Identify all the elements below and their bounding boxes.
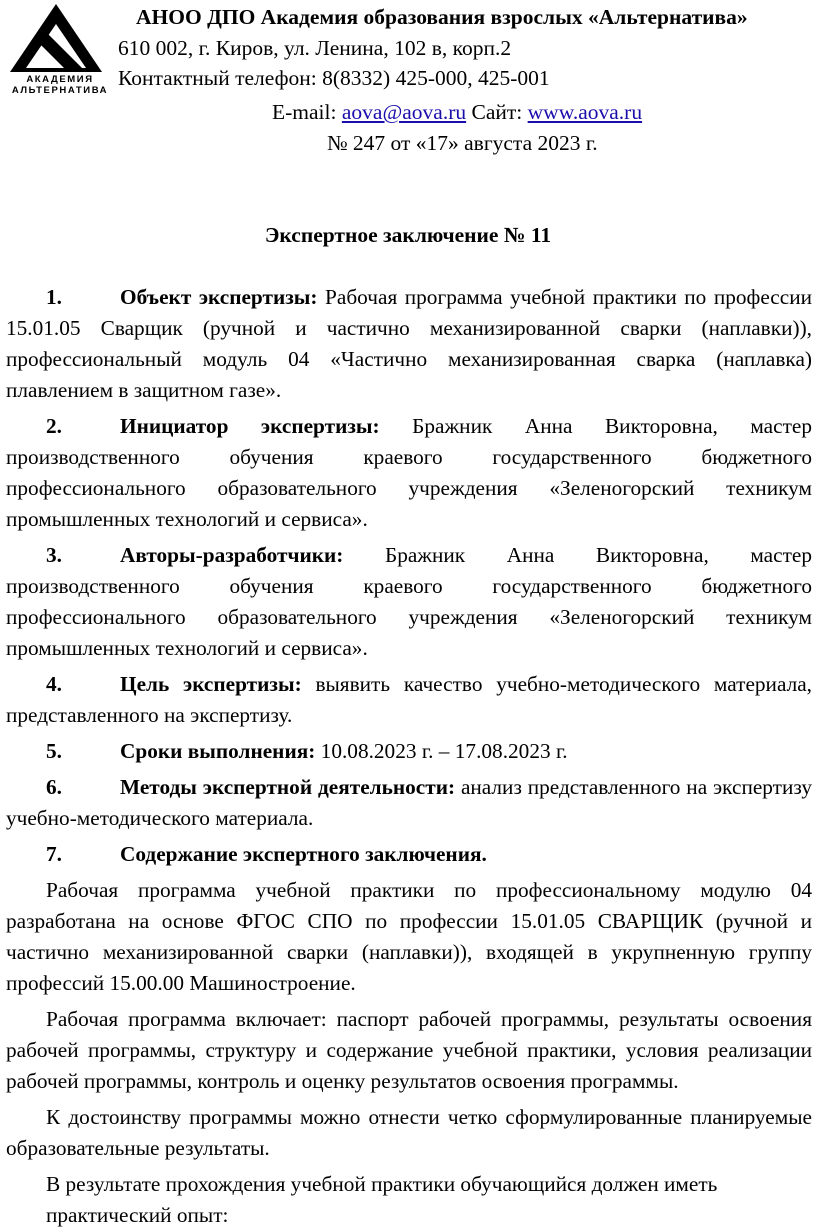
logo-triangle-icon	[6, 2, 106, 74]
list-item	[6, 540, 812, 664]
item-text: Бражник Анна Викторовна, мастер производственного обучения краевого государственного бюджетного профессионального образовательного учреждения «Зеленогорский техникум промышленных технологий и сервиса».	[6, 543, 812, 660]
item-text: 10.08.2023 г. – 17.08.2023 г.	[315, 739, 568, 763]
item-text: Бражник Анна Викторовна, мастер производственного обучения краевого государственного бюджетного профессионального образовательного учреждения «Зеленогорский техникум промышленных технологий и сервиса».	[6, 414, 812, 531]
item-number: 3.	[46, 543, 62, 567]
list-item	[6, 736, 812, 767]
item-number: 7.	[46, 842, 62, 866]
item-label: Авторы-разработчики:	[120, 543, 344, 567]
document-number: № 247 от «17» августа 2023 г.	[327, 131, 598, 155]
organization-address: 610 002, г. Киров, ул. Ленина, 102 в, корп.2	[118, 36, 512, 60]
list-item	[6, 772, 812, 834]
item-number: 5.	[46, 739, 62, 763]
last-line-1: В результате прохождения учебной практики обучающийся должен иметь	[46, 1172, 718, 1196]
item-label: Сроки выполнения:	[120, 739, 316, 763]
body-paragraph: Рабочая программа включает: паспорт рабочей программы, результаты освоения рабочей программы, структуру и содержание учебной практики, условия реализации рабочей программы, контроль и оценку результатов освоения программы.	[6, 1007, 812, 1093]
logo-caption-line2: АЛЬТЕРНАТИВА	[11, 85, 109, 96]
site-label: Сайт:	[471, 100, 523, 124]
item-label: Инициатор экспертизы:	[120, 414, 380, 438]
item-label: Объект экспертизы:	[120, 285, 318, 309]
item-number: 6.	[46, 775, 62, 799]
list-item	[6, 411, 812, 535]
site-link[interactable]: www.aova.ru	[527, 100, 643, 124]
contact-line	[272, 100, 642, 125]
logo-caption	[6, 74, 114, 96]
body-paragraph: Рабочая программа учебной практики по профессиональному модулю 04 разработана на основе ФГОС СПО по профессии 15.01.05 СВАРЩИК (ручной и частично механизированной сварки (наплавки)), входящей в укрупненную группу профессий 15.00.00 Машиностроение.	[6, 878, 812, 995]
list-item	[6, 669, 812, 731]
item-number: 1.	[46, 285, 62, 309]
organization-phone: Контактный телефон: 8(8332) 425-000, 425-001	[118, 66, 550, 90]
item-label: Содержание экспертного заключения.	[120, 842, 487, 866]
list-item	[6, 839, 812, 870]
email-label: E-mail:	[272, 100, 337, 124]
last-line-2: практический опыт:	[46, 1203, 229, 1227]
document-body	[6, 282, 812, 1231]
item-label: Цель экспертизы:	[120, 672, 302, 696]
item-number: 4.	[46, 672, 62, 696]
document-title: Экспертное заключение № 11	[264, 223, 552, 247]
item-number: 2.	[46, 414, 62, 438]
organization-name: АНОО ДПО Академия образования взрослых «Альтернатива»	[136, 5, 748, 29]
item-text: выявить качество учебно-методического материала, представленного на экспертизу.	[6, 672, 812, 727]
logo-caption-line1: АКАДЕМИЯ	[26, 74, 94, 85]
body-paragraph-last	[6, 1169, 812, 1231]
body-paragraph: К достоинству программы можно отнести четко сформулированные планируемые образовательные результаты.	[6, 1105, 812, 1160]
item-text: анализ представленного на экспертизу учебно-методического материала.	[6, 775, 812, 830]
item-text: Рабочая программа учебной практики по профессии 15.01.05 Сварщик (ручной и частично механизированной сварки (наплавки)), профессиональный модуль 04 «Частично механизированная сварка (наплавка) плавлением в защитном газе».	[6, 285, 812, 402]
item-label: Методы экспертной деятельности:	[120, 775, 456, 799]
email-link[interactable]: aova@aova.ru	[341, 100, 467, 124]
list-item	[6, 282, 812, 406]
academy-logo	[6, 2, 109, 96]
